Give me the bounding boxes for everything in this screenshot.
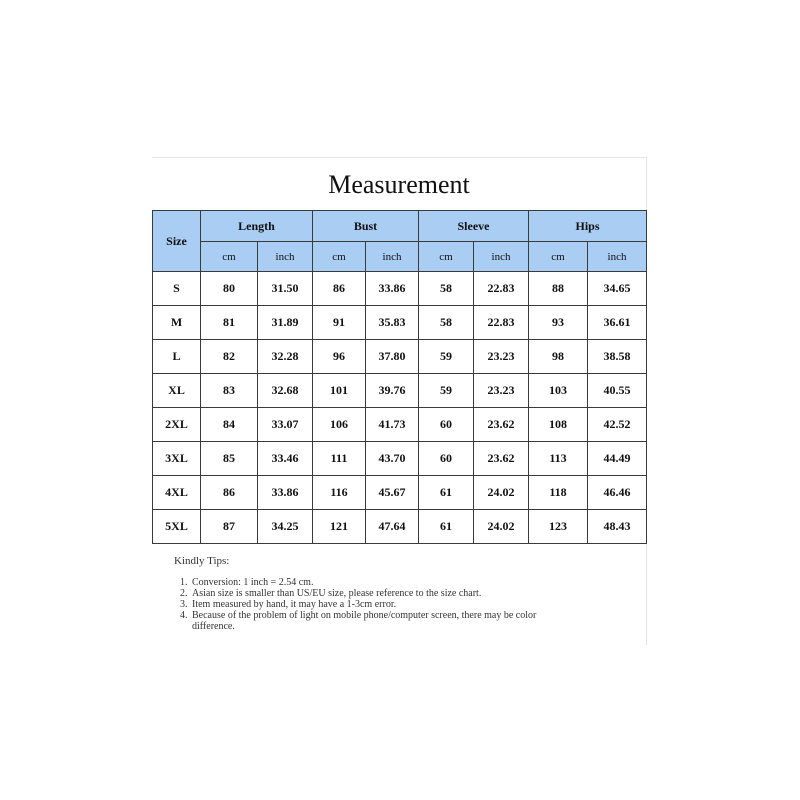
measurement-cell: 106 [313, 408, 366, 442]
unit-header: inch [474, 242, 529, 272]
measurement-cell: 24.02 [474, 476, 529, 510]
measurement-cell: 47.64 [366, 510, 419, 544]
measurement-cell: 39.76 [366, 374, 419, 408]
measurement-cell: 46.46 [588, 476, 647, 510]
tips-list [174, 577, 574, 632]
tip-item: 2. Asian size is smaller than US/EU size, please reference to the size chart. [190, 588, 574, 599]
table-row [153, 442, 647, 476]
measurement-cell: 36.61 [588, 306, 647, 340]
measurement-cell: 83 [201, 374, 258, 408]
table-row [153, 306, 647, 340]
size-header: Size [153, 211, 201, 272]
measurement-cell: 103 [529, 374, 588, 408]
size-cell: M [153, 306, 201, 340]
measurement-cell: 82 [201, 340, 258, 374]
measurement-cell: 123 [529, 510, 588, 544]
measurement-cell: 58 [419, 306, 474, 340]
unit-header: inch [588, 242, 647, 272]
measurement-cell: 101 [313, 374, 366, 408]
page-title: Measurement [328, 170, 470, 199]
measurement-cell: 86 [313, 272, 366, 306]
unit-header: cm [313, 242, 366, 272]
measurement-cell: 84 [201, 408, 258, 442]
hips-header: Hips [529, 211, 647, 242]
size-cell: 3XL [153, 442, 201, 476]
size-cell: L [153, 340, 201, 374]
unit-header: cm [419, 242, 474, 272]
measurement-cell: 61 [419, 476, 474, 510]
measurement-cell: 34.65 [588, 272, 647, 306]
measurement-cell: 118 [529, 476, 588, 510]
unit-header: cm [529, 242, 588, 272]
unit-header: inch [366, 242, 419, 272]
measurement-cell: 31.89 [258, 306, 313, 340]
measurement-cell: 121 [313, 510, 366, 544]
measurement-cell: 59 [419, 374, 474, 408]
table-body [153, 272, 647, 544]
size-table [152, 210, 647, 544]
measurement-cell: 37.80 [366, 340, 419, 374]
unit-header: cm [201, 242, 258, 272]
measurement-cell: 23.62 [474, 442, 529, 476]
measurement-cell: 40.55 [588, 374, 647, 408]
measurement-cell: 38.58 [588, 340, 647, 374]
kindly-tips [174, 556, 574, 632]
tips-title: Kindly Tips: [174, 555, 230, 567]
measurement-cell: 31.50 [258, 272, 313, 306]
size-cell: 5XL [153, 510, 201, 544]
measurement-cell: 42.52 [588, 408, 647, 442]
table-row [153, 272, 647, 306]
measurement-cell: 23.23 [474, 340, 529, 374]
measurement-cell: 59 [419, 340, 474, 374]
table-row [153, 408, 647, 442]
measurement-cell: 113 [529, 442, 588, 476]
size-cell: S [153, 272, 201, 306]
length-header: Length [201, 211, 313, 242]
measurement-cell: 23.62 [474, 408, 529, 442]
table-row [153, 374, 647, 408]
measurement-cell: 85 [201, 442, 258, 476]
measurement-cell: 23.23 [474, 374, 529, 408]
measurement-cell: 60 [419, 442, 474, 476]
measurement-cell: 96 [313, 340, 366, 374]
measurement-cell: 22.83 [474, 272, 529, 306]
measurement-cell: 45.67 [366, 476, 419, 510]
measurement-cell: 24.02 [474, 510, 529, 544]
measurement-cell: 81 [201, 306, 258, 340]
measurement-cell: 111 [313, 442, 366, 476]
measurement-cell: 33.07 [258, 408, 313, 442]
size-cell: 4XL [153, 476, 201, 510]
measurement-cell: 61 [419, 510, 474, 544]
measurement-cell: 44.49 [588, 442, 647, 476]
sleeve-header: Sleeve [419, 211, 529, 242]
measurement-cell: 34.25 [258, 510, 313, 544]
measurement-cell: 93 [529, 306, 588, 340]
measurement-cell: 108 [529, 408, 588, 442]
measurement-cell: 91 [313, 306, 366, 340]
size-cell: XL [153, 374, 201, 408]
table-row [153, 476, 647, 510]
measurement-cell: 22.83 [474, 306, 529, 340]
bust-header: Bust [313, 211, 419, 242]
measurement-cell: 116 [313, 476, 366, 510]
size-cell: 2XL [153, 408, 201, 442]
measurement-cell: 48.43 [588, 510, 647, 544]
measurement-cell: 35.83 [366, 306, 419, 340]
measurement-cell: 60 [419, 408, 474, 442]
tip-item: 3. Item measured by hand, it may have a 1-3cm error. [190, 599, 574, 610]
measurement-cell: 80 [201, 272, 258, 306]
measurement-cell: 41.73 [366, 408, 419, 442]
measurement-cell: 33.86 [366, 272, 419, 306]
unit-header: inch [258, 242, 313, 272]
measurement-cell: 88 [529, 272, 588, 306]
table-row [153, 340, 647, 374]
measurement-cell: 33.86 [258, 476, 313, 510]
measurement-cell: 87 [201, 510, 258, 544]
measurement-cell: 43.70 [366, 442, 419, 476]
measurement-cell: 58 [419, 272, 474, 306]
tip-item: 1. Conversion: 1 inch = 2.54 cm. [190, 577, 574, 588]
measurement-cell: 86 [201, 476, 258, 510]
measurement-cell: 98 [529, 340, 588, 374]
table-row [153, 510, 647, 544]
tip-item: 4. Because of the problem of light on mobile phone/computer screen, there may be color difference. [190, 610, 574, 632]
measurement-cell: 32.68 [258, 374, 313, 408]
measurement-cell: 33.46 [258, 442, 313, 476]
measurement-cell: 32.28 [258, 340, 313, 374]
